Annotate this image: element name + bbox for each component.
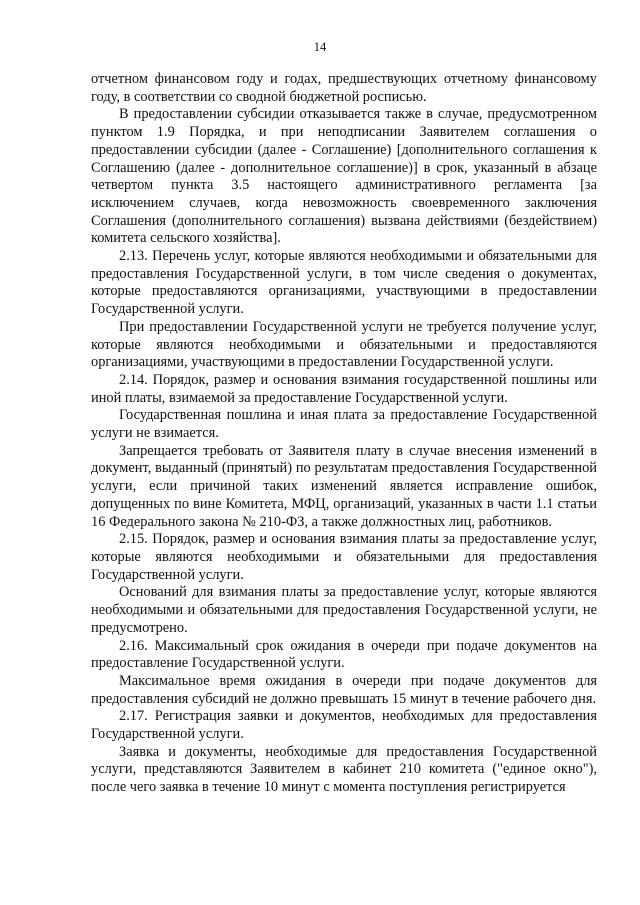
- page-number: 14: [313, 40, 327, 54]
- paragraph-max-wait-time: Максимальное время ожидания в очереди при подаче документов для предоставления субсидий не должно превышать 15 минут в течение рабочего дня.: [91, 672, 597, 707]
- paragraph-no-services-required: При предоставлении Государственной услуги не требуется получение услуг, которые являются необходимыми и обязательными и предоставляются организациями, участвующими в предоставлении Государственной услуги.: [91, 318, 597, 371]
- section-2-15-heading: 2.15. Порядок, размер и основания взимания платы за предоставление услуг, которые являются необходимыми и обязательными для предоставления Государственной услуги.: [91, 531, 597, 583]
- section-2-17-heading: 2.17. Регистрация заявки и документов, необходимых для предоставления Государственной услуги.: [91, 708, 597, 743]
- paragraph-registration: Заявка и документы, необходимые для предоставления Государственной услуги, представляются Заявителем в кабинет 210 комитета ("единое окно"), после чего заявка в течение 10 минут с момента поступления регистрируется: [91, 743, 597, 796]
- paragraph-fee-prohibition: Запрещается требовать от Заявителя плату в случае внесения изменений в документ, выданный (принятый) по результатам предоставления Государственной услуги, если причиной таких изменений является исправление ошибок, допущенных по вине Комитета, МФЦ, организаций, указанных в части 1.1 статьи 16 Федерального закона № 210-ФЗ, а также должностных лиц, работников.: [91, 442, 597, 530]
- paragraph-no-basis-for-fee: Оснований для взимания платы за предоставление услуг, которые являются необходимыми и обязательными для предоставления Государственной услуги, не предусмотрено.: [91, 584, 597, 636]
- paragraph-no-fee: Государственная пошлина и иная плата за предоставление Государственной услуги не взимается.: [91, 407, 597, 442]
- section-2-13-heading: 2.13. Перечень услуг, которые являются необходимыми и обязательными для предоставления Государственной услуги, в том числе сведения о документах, которые предоставляются организациями, участвующими в предоставлении Государственной услуги.: [91, 248, 597, 318]
- section-2-14-heading: 2.14. Порядок, размер и основания взимания государственной пошлины или иной платы, взимаемой за предоставление Государственной услуги.: [91, 371, 597, 406]
- paragraph-continuation: отчетном финансовом году и годах, предшествующих отчетному финансовому году, в соответствии со сводной бюджетной росписью.: [91, 71, 597, 105]
- document-body: [91, 71, 597, 797]
- paragraph-refusal-cases: В предоставлении субсидии отказывается также в случае, предусмотренном пунктом 1.9 Порядка, и при неподписании Заявителем соглашения о предоставлении субсидии (далее - Соглашение) [дополнительного соглашения к Соглашению (далее - дополнительное соглашение)] в срок, указанный в абзаце четвертом пункта 3.5 настоящего административного регламента [за исключением случаев, когда невозможность своевременного заключения Соглашения (дополнительного соглашения) вызвана действиями (бездействием) комитета сельского хозяйства].: [91, 106, 597, 247]
- section-2-16-heading: 2.16. Максимальный срок ожидания в очереди при подаче документов на предоставление Государственной услуги.: [91, 637, 597, 672]
